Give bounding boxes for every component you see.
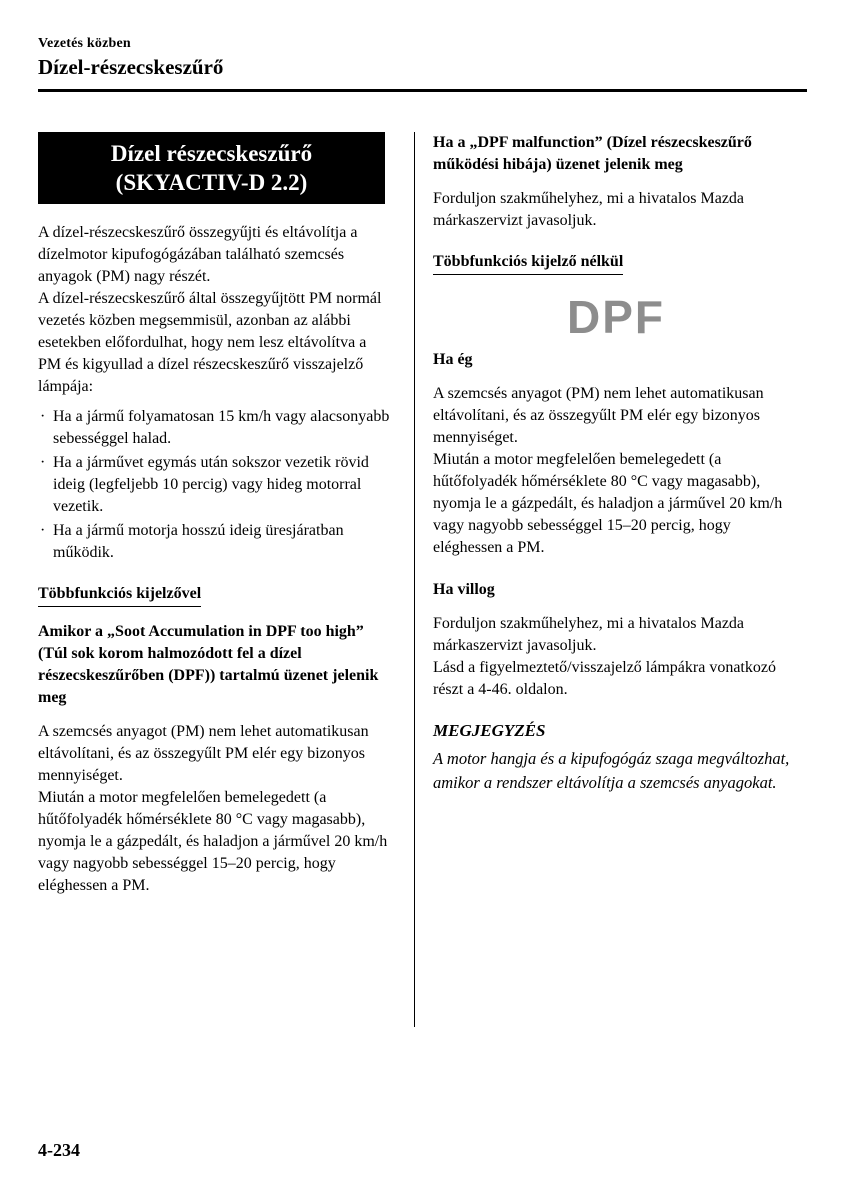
right-column — [433, 132, 799, 1027]
page-title: Dízel-részecskeszűrő — [38, 55, 224, 79]
paragraph-consult-dealer-2: Forduljon szakműhelyhez, mi a hivatalos Mazda márkaszervizt javasoljuk. — [433, 615, 745, 654]
paragraph-see-reference: Lásd a figyelmeztető/visszajelző lámpákra vonatkozó részt a 4-46. oldalon. — [433, 659, 776, 698]
paragraph-intro: A dízel-részecskeszűrő összegyűjti és eltávolítja a dízelmotor kipufogógázában található szemcsés anyagok (PM) nagy részét. — [38, 224, 358, 285]
bullet-dot-icon: · — [40, 408, 46, 425]
list-item-text: Ha a járművet egymás után sokszor vezetik rövid ideig (legfeljebb 10 percig) vagy hideg motorral vezetik. — [53, 454, 369, 515]
paragraph-pm-limit-2: A szemcsés anyagot (PM) nem lehet automatikusan eltávolítani, és az összegyűlt PM elér egy bizonyos mennyiséget. — [433, 385, 764, 446]
subheading-multifunction-display: Többfunkciós kijelzővel — [38, 584, 201, 607]
page-number: 4-234 — [38, 1140, 80, 1160]
paragraph-regeneration: A dízel-részecskeszűrő által összegyűjtött PM normál vezetés közben megsemmisül, azonban az alábbi esetekben előfordulhat, hogy nem lesz eltávolítva a PM és kigyullad a dízel részecskeszűrő visszajelző lámpája: — [38, 290, 382, 395]
heading-soot-message: Amikor a „Soot Accumulation in DPF too high” (Túl sok korom halmozódott fel a dízel részecskeszűrőben (DPF)) tartalmú üzenet jelenik meg — [38, 623, 379, 706]
list-item-text: Ha a jármű motorja hosszú ideig üresjáratban működik. — [53, 522, 344, 561]
list-item — [38, 452, 390, 518]
paragraph-pm-limit: A szemcsés anyagot (PM) nem lehet automatikusan eltávolítani, és az összegyűlt PM elér egy bizonyos mennyiséget. — [38, 723, 369, 784]
note-text: A motor hangja és a kipufogógáz szaga megváltozhat, amikor a rendszer eltávolítja a szemcsés anyagokat. — [433, 749, 790, 792]
header-rule — [38, 89, 807, 92]
left-column — [38, 132, 390, 1027]
paragraph-burnoff-procedure: Miután a motor megfelelően bemelegedett (a hűtőfolyadék hőmérséklete 80 °C vagy magasabb), nyomja le a gázpedált, és haladjon a járművel 20 km/h vagy nagyobb sebességgel 15–20 percig, hogy eléghessen a PM. — [38, 789, 388, 894]
heading-if-flashing: Ha villog — [433, 581, 495, 598]
paragraph-burnoff-procedure-2: Miután a motor megfelelően bemelegedett (a hűtőfolyadék hőmérséklete 80 °C vagy magasabb), nyomja le a gázpedált, és haladjon a járművel 20 km/h vagy nagyobb sebességgel 15–20 percig, hogy eléghessen a PM. — [433, 451, 783, 556]
list-item — [38, 406, 390, 450]
subheading-without-display: Többfunkciós kijelző nélkül — [433, 252, 623, 275]
bullet-dot-icon: · — [40, 454, 46, 471]
title-box-line1: Dízel részecskeszűrő — [110, 141, 313, 166]
bullet-list — [38, 406, 390, 564]
title-box — [38, 132, 385, 204]
dpf-warning-light-icon: DPF — [567, 291, 665, 343]
list-item — [38, 520, 390, 564]
dpf-indicator-graphic — [433, 291, 799, 343]
column-divider — [414, 132, 415, 1027]
two-column-layout — [38, 132, 807, 1027]
heading-dpf-malfunction: Ha a „DPF malfunction” (Dízel részecskeszűrő működési hibája) üzenet jelenik meg — [433, 134, 752, 173]
bullet-dot-icon: · — [40, 522, 46, 539]
list-item-text: Ha a jármű folyamatosan 15 km/h vagy alacsonyabb sebességgel halad. — [53, 408, 390, 447]
title-box-line2: (SKYACTIV-D 2.2) — [115, 170, 308, 195]
heading-if-illuminated: Ha ég — [433, 351, 473, 368]
section-label: Vezetés közben — [38, 36, 131, 51]
note-heading: MEGJEGYZÉS — [433, 721, 546, 740]
paragraph-consult-dealer: Forduljon szakműhelyhez, mi a hivatalos Mazda márkaszervizt javasoljuk. — [433, 190, 745, 229]
